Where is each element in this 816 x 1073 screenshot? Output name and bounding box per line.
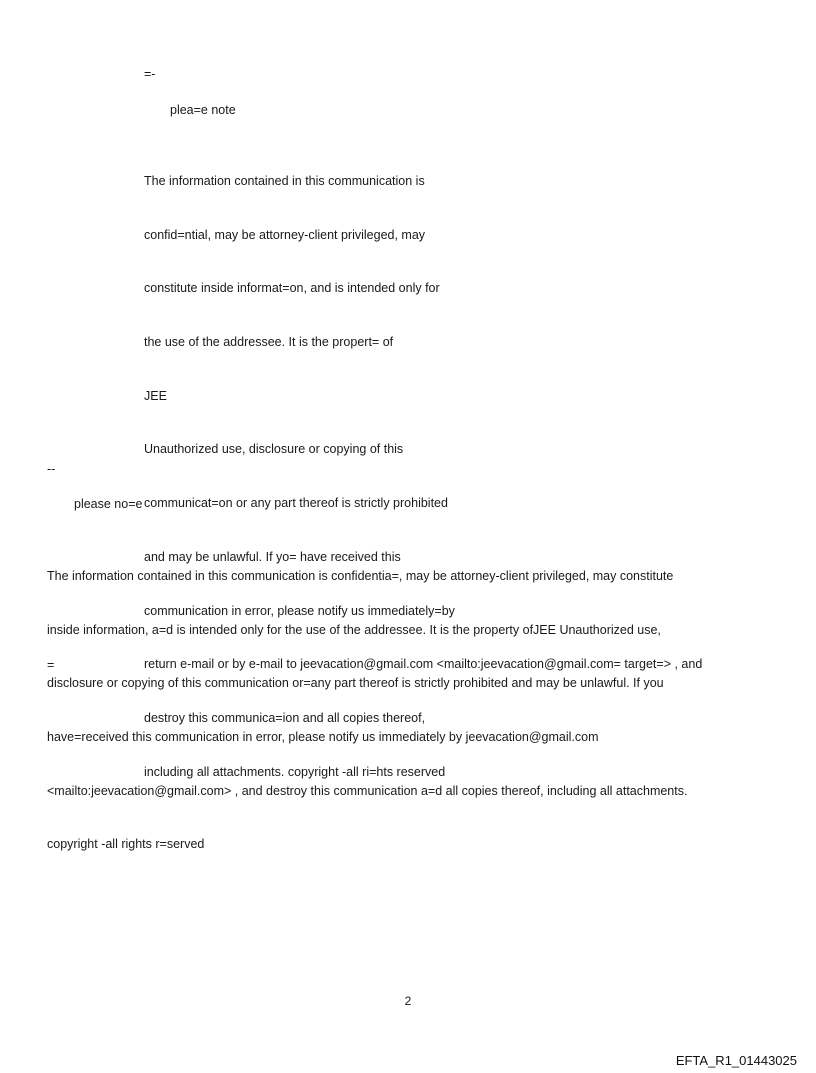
second-message-disclaimer [47,532,687,872]
disclaimer-line: the use of the addressee. It is the propert= of [144,334,394,349]
disclaimer-line: The information contained in this communication is [144,173,425,188]
disclaimer-line: inside information, a=d is intended only for the use of the addressee. It is the property ofJEE Unauthorized use, [47,622,661,637]
disclaimer-line: including all attachments. copyright -all ri=hts reserved [144,764,446,779]
second-message-note-heading: please no=e [74,497,143,511]
disclaimer-line: disclosure or copying of this communication or=any part thereof is strictly prohibited and may be unlawful. If you [47,676,664,691]
disclaimer-line: <mailto:jeevacation@gmail.com> , and destroy this communication a=d all copies thereof, including all attachments. [47,783,688,798]
disclaimer-line: JEE [144,388,167,403]
document-id: EFTA_R1_01443025 [675,1053,797,1068]
disclaimer-line: and may be unlawful. If yo= have received this [144,549,401,564]
first-message-separator: =- [144,67,156,81]
page-number: 2 [404,994,412,1008]
disclaimer-line: confid=ntial, may be attorney-client privileged, may [144,227,426,242]
disclaimer-line: return e-mail or by e-mail to jeevacation@gmail.com <mailto:jeevacation@gmail.com= target=> , and [144,657,703,672]
disclaimer-line: Unauthorized use, disclosure or copying of this [144,442,404,457]
first-message-note-heading: plea=e note [170,103,236,117]
disclaimer-line: The information contained in this communication is confidentia=, may be attorney-client privileged, may constitute [47,568,674,583]
disclaimer-line: destroy this communica=ion and all copies thereof, [144,711,426,725]
disclaimer-line: constitute inside informat=on, and is intended only for [144,281,440,296]
disclaimer-line: communication in error, please notify us immediately=by [144,603,455,618]
second-message-separator: -- [47,462,56,476]
disclaimer-line: communicat=on or any part thereof is strictly prohibited [144,496,448,511]
disclaimer-line: have=received this communication in error, please notify us immediately by jeevacation@gmail.com [47,729,599,744]
second-message-trailing: = [47,658,55,672]
disclaimer-line: copyright -all rights r=served [47,837,205,852]
